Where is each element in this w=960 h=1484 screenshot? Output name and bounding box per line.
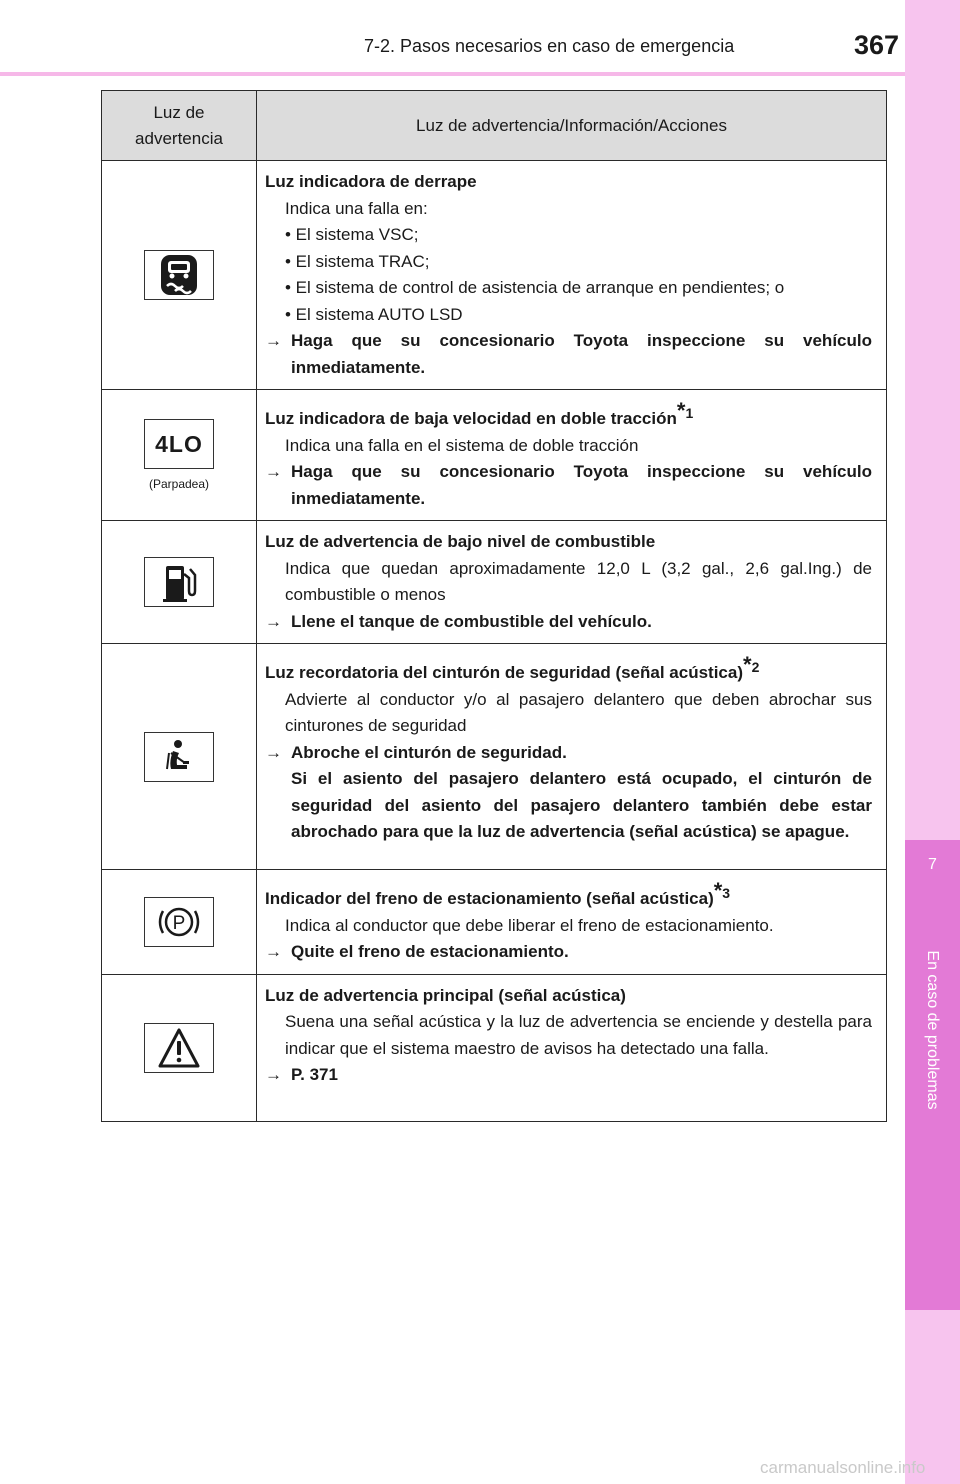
- column-header-light: Luz de advertencia: [102, 91, 257, 161]
- icon-cell: [102, 974, 257, 1121]
- arrow-icon: →: [265, 331, 282, 350]
- table-header-row: [102, 91, 887, 161]
- table-row: [102, 974, 887, 1121]
- row-title: Luz recordatoria del cinturón de seguridad (señal acústica)$^{*2}$: [265, 652, 760, 682]
- column-header-info: Luz de advertencia/Información/Acciones: [257, 91, 887, 161]
- info-cell: [257, 390, 887, 521]
- bullet-item: • El sistema VSC;: [285, 225, 419, 244]
- icon-cell: [102, 390, 257, 521]
- chapter-title: En caso de problemas: [924, 950, 941, 1110]
- row-action: → Quite el freno de estacionamiento.: [265, 939, 872, 966]
- icon-cell: [102, 521, 257, 644]
- table-row: [102, 644, 887, 870]
- table-row: [102, 161, 887, 390]
- info-cell: [257, 644, 887, 870]
- arrow-icon: →: [265, 611, 282, 631]
- icon-cell: [102, 870, 257, 975]
- row-title: Luz indicadora de baja velocidad en doble tracción$^{*1}$: [265, 398, 694, 428]
- header-rule: [0, 72, 905, 76]
- 4lo-label: 4LO: [155, 431, 203, 457]
- row-title: Luz indicadora de derrape: [265, 172, 477, 191]
- table-row: [102, 390, 887, 521]
- row-action: → Haga que su concesionario Toyota inspeccione su vehículo inmediatamente.: [265, 328, 872, 381]
- bullet-item: • El sistema AUTO LSD: [285, 304, 463, 324]
- footnote-ref: *3: [713, 878, 731, 903]
- page-number: 367: [854, 30, 900, 60]
- icon-cell: [102, 644, 257, 870]
- section-title: 7-2. Pasos necesarios en caso de emergencia: [364, 36, 735, 56]
- row-desc: Indica que quedan aproximadamente 12,0 L (3,2 gal., 2,6 gal.Ing.) de combustible o menos: [285, 558, 872, 604]
- master-warning-icon: [144, 1023, 214, 1073]
- seatbelt-icon: [144, 732, 214, 782]
- row-desc: Suena una señal acústica y la luz de advertencia se enciende y destella para indicar que el sistema maestro de avisos ha detectado una falla.: [285, 1012, 872, 1058]
- watermark: carmanualsonline.info: [760, 1458, 926, 1477]
- row-desc: Indica una falla en el sistema de doble tracción: [285, 435, 639, 455]
- bullet-item: • El sistema TRAC;: [285, 251, 430, 271]
- row-action: → Haga que su concesionario Toyota inspeccione su vehículo inmediatamente.: [265, 459, 872, 512]
- svg-text:P: P: [172, 912, 186, 934]
- info-cell: [257, 521, 887, 644]
- arrow-icon: →: [265, 742, 282, 762]
- row-desc: Advierte al conductor y/o al pasajero delantero que deben abrochar sus cinturones de seguridad: [285, 689, 872, 735]
- arrow-icon: →: [265, 942, 282, 961]
- parking-brake-icon: [144, 897, 214, 947]
- info-cell: [257, 974, 887, 1121]
- page-reference-link[interactable]: P. 371: [291, 1065, 338, 1084]
- skid-indicator-icon: [144, 250, 214, 300]
- info-cell: [257, 870, 887, 975]
- arrow-icon: →: [265, 1065, 282, 1084]
- footnote-ref: *2: [743, 652, 760, 677]
- row-desc: Indica al conductor que debe liberar el freno de estacionamiento.: [285, 915, 774, 935]
- icon-cell: [102, 161, 257, 390]
- flash-caption: (Parpadea): [148, 477, 210, 491]
- table-row: [102, 521, 887, 644]
- table-row: [102, 870, 887, 975]
- bullet-item: • El sistema de control de asistencia de arranque en pendientes; o: [285, 278, 785, 297]
- 4lo-indicator-icon: [144, 419, 214, 469]
- arrow-icon: →: [265, 462, 282, 481]
- fuel-pump-icon: [144, 557, 214, 607]
- info-cell: [257, 161, 887, 390]
- chapter-number: 7: [928, 856, 937, 873]
- page-header: [0, 0, 905, 76]
- row-action: [265, 1062, 872, 1089]
- row-title: Luz de advertencia de bajo nivel de combustible: [265, 532, 656, 551]
- row-title: Indicador del freno de estacionamiento (señal acústica)$^{*3}$: [265, 878, 731, 908]
- row-title: Luz de advertencia principal (señal acústica): [265, 985, 626, 1005]
- row-action: → Abroche el cinturón de seguridad. Si el asiento del pasajero delantero está ocupado, el cinturón de seguridad del asiento del pasajero delantero también debe estar abrochado para que la luz de advertencia (señal acústica) se apague.: [265, 740, 872, 846]
- warning-lights-table: [101, 90, 887, 1122]
- row-intro: Indica una falla en:: [285, 198, 428, 218]
- row-action: → Llene el tanque de combustible del vehículo.: [265, 609, 872, 636]
- footnote-ref: *1: [676, 398, 694, 423]
